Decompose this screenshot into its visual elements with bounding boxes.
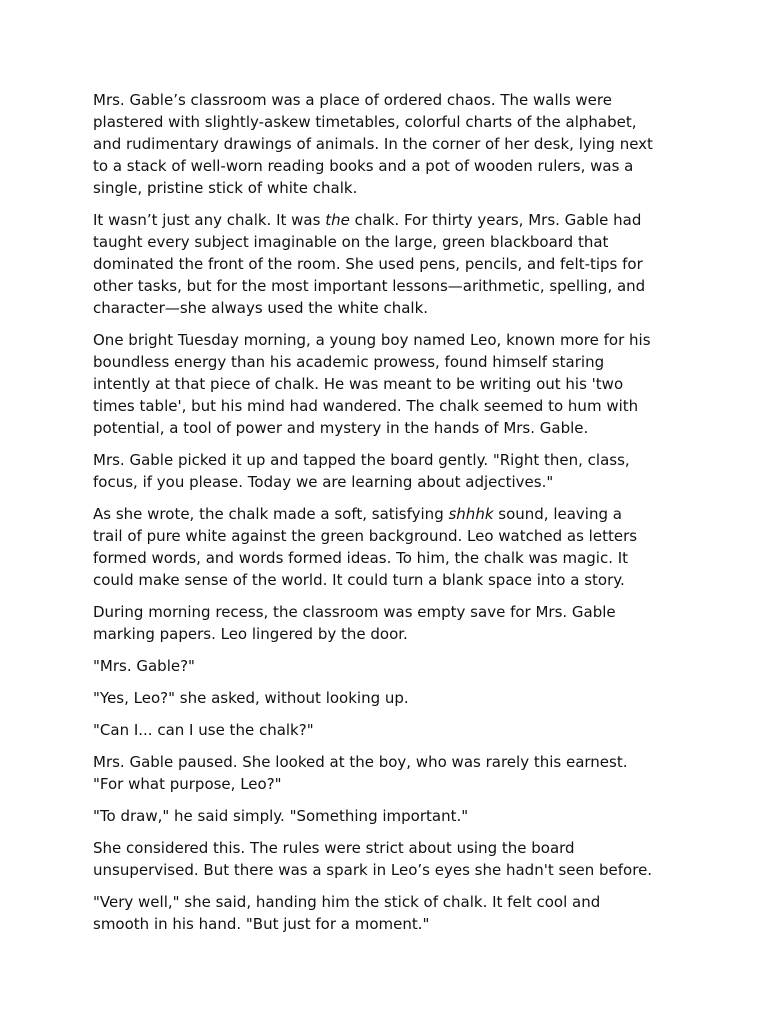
text-line: plastered with slightly-askew timetables, colorful charts of the alphabet,	[93, 113, 637, 131]
paragraph-12	[93, 837, 693, 881]
document-page	[93, 89, 693, 945]
text-line: Mrs. Gable picked it up and tapped the board gently. "Right then, class,	[93, 451, 630, 469]
text-line: "To draw," he said simply. "Something important."	[93, 807, 469, 825]
text-line: "Yes, Leo?" she asked, without looking up.	[93, 689, 409, 707]
emphasis-text: the	[325, 211, 350, 229]
text-line: potential, a tool of power and mystery in the hands of Mrs. Gable.	[93, 419, 589, 437]
text-line: character—she always used the white chalk.	[93, 299, 429, 317]
text-line: times table', but his mind had wandered. The chalk seemed to hum with	[93, 397, 639, 415]
text-line: During morning recess, the classroom was empty save for Mrs. Gable	[93, 603, 616, 621]
paragraph-10	[93, 751, 693, 795]
text-line: intently at that piece of chalk. He was meant to be writing out his 'two	[93, 375, 624, 393]
text-line	[93, 209, 693, 231]
text-line: smooth in his hand. "But just for a moment."	[93, 915, 430, 933]
text-line: to a stack of well-worn reading books and a pot of wooden rulers, was a	[93, 157, 634, 175]
text-run: sound, leaving a	[493, 505, 622, 523]
text-line: She considered this. The rules were strict about using the board	[93, 839, 575, 857]
text-line: "For what purpose, Leo?"	[93, 775, 282, 793]
text-run: chalk. For thirty years, Mrs. Gable had	[349, 211, 642, 229]
text-line: formed words, and words formed ideas. To him, the chalk was magic. It	[93, 549, 629, 567]
paragraph-5	[93, 503, 693, 591]
text-line: taught every subject imaginable on the large, green blackboard that	[93, 233, 609, 251]
paragraph-6	[93, 601, 693, 645]
text-run: As she wrote, the chalk made a soft, satisfying	[93, 505, 449, 523]
text-line: "Mrs. Gable?"	[93, 657, 195, 675]
text-line: unsupervised. But there was a spark in Leo’s eyes she hadn't seen before.	[93, 861, 653, 879]
text-line: "Can I... can I use the chalk?"	[93, 721, 314, 739]
paragraph-13	[93, 891, 693, 935]
text-run: It wasn’t just any chalk. It was	[93, 211, 326, 229]
text-line	[93, 503, 693, 525]
text-line: Mrs. Gable paused. She looked at the boy, who was rarely this earnest.	[93, 753, 628, 771]
text-line: and rudimentary drawings of animals. In the corner of her desk, lying next	[93, 135, 653, 153]
text-line: single, pristine stick of white chalk.	[93, 179, 358, 197]
paragraph-9	[93, 719, 693, 741]
text-line: marking papers. Leo lingered by the door.	[93, 625, 408, 643]
emphasis-text: shhhk	[448, 505, 494, 523]
text-line: could make sense of the world. It could turn a blank space into a story.	[93, 571, 625, 589]
paragraph-2	[93, 209, 693, 319]
text-line: Mrs. Gable’s classroom was a place of ordered chaos. The walls were	[93, 91, 612, 109]
paragraph-11	[93, 805, 693, 827]
text-line: other tasks, but for the most important lessons—arithmetic, spelling, and	[93, 277, 646, 295]
text-line: boundless energy than his academic prowess, found himself staring	[93, 353, 605, 371]
text-line: trail of pure white against the green background. Leo watched as letters	[93, 527, 638, 545]
paragraph-1	[93, 89, 693, 199]
paragraph-3	[93, 329, 693, 439]
paragraph-7	[93, 655, 693, 677]
paragraph-4	[93, 449, 693, 493]
text-line: dominated the front of the room. She used pens, pencils, and felt-tips for	[93, 255, 643, 273]
text-line: One bright Tuesday morning, a young boy named Leo, known more for his	[93, 331, 651, 349]
text-line: "Very well," she said, handing him the stick of chalk. It felt cool and	[93, 893, 601, 911]
text-line: focus, if you please. Today we are learning about adjectives."	[93, 473, 554, 491]
paragraph-8	[93, 687, 693, 709]
